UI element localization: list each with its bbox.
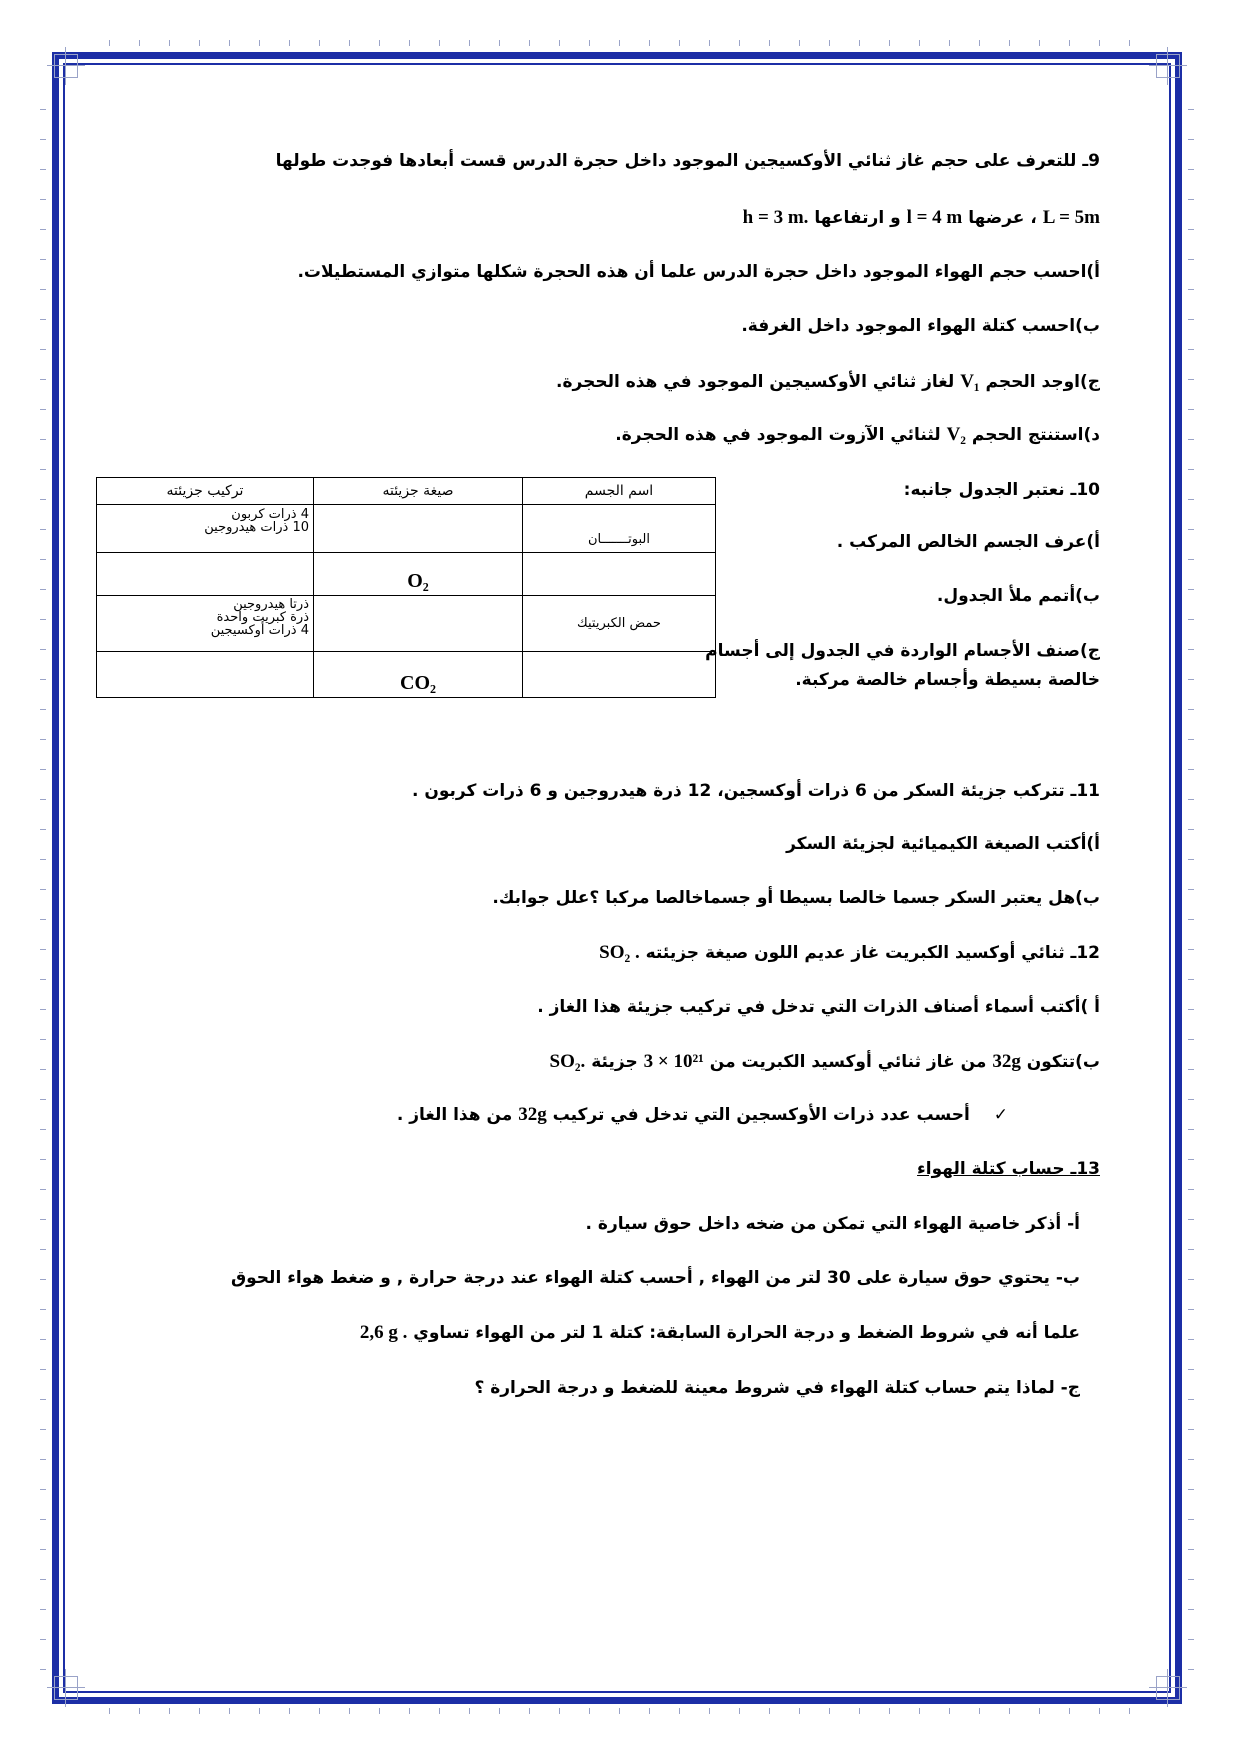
composition-line: 10 ذرات هيدروجين	[204, 520, 309, 535]
q11-title: 11ـ تتركب جزيئة السكر من 6 ذرات أوكسجين، 12 ذرة هيدروجين و 6 ذرات كربون .	[411, 781, 1100, 801]
table-row	[97, 652, 716, 698]
q11-b: ب)هل يعتبر السكر جسما خالصا بسيطا أو جسماخالصا مركبا ؟علل جوابك.	[492, 888, 1100, 908]
cell-name	[523, 553, 716, 596]
border-ticks-right	[1188, 80, 1194, 1675]
table-header: اسم الجسم	[523, 478, 716, 505]
table-row	[97, 596, 716, 652]
q11-a: أ)أكتب الصيغة الكيميائية لجزيئة السكر	[786, 834, 1100, 854]
table-header: تركيب جزيئته	[97, 478, 314, 505]
table-header: صيغة جزيئته	[314, 478, 523, 505]
table-row	[97, 505, 716, 553]
corner-ornament	[1156, 1676, 1180, 1700]
composition-line: ذرتا هيدروجين	[233, 597, 309, 612]
corner-ornament	[1156, 54, 1180, 78]
molecules-table	[96, 477, 716, 698]
q9-b: ب)احسب كتلة الهواء الموجود داخل الغرفة.	[741, 316, 1100, 336]
q10-c-line2: خالصة بسيطة وأجسام خالصة مركبة.	[795, 670, 1100, 690]
q13-a: أ- أذكر خاصية الهواء التي تمكن من ضخه داخل حوق سيارة .	[585, 1214, 1080, 1234]
border-ticks-left	[40, 80, 46, 1675]
border-ticks-top	[80, 40, 1155, 46]
cell-formula	[314, 505, 523, 553]
q13-c: ج- لماذا يتم حساب كتلة الهواء في شروط معينة للضغط و درجة الحرارة ؟	[474, 1378, 1080, 1398]
cell-formula	[314, 596, 523, 652]
q13-b-line1: ب- يحتوي حوق سيارة على 30 لتر من الهواء , أحسب كتلة الهواء عند درجة حرارة , و ضغط هواء الحوق	[230, 1268, 1080, 1288]
q9-line1: 9ـ للتعرف على حجم غاز ثنائي الأوكسيجين الموجود داخل حجرة الدرس قست أبعادها فوجدت طولها	[275, 151, 1100, 171]
cell-composition	[97, 652, 314, 698]
q13-b-line2: علما أنه في شروط الضغط و درجة الحرارة السابقة: كتلة 1 لتر من الهواء تساوي 2,6 g .	[359, 1322, 1080, 1343]
cell-composition	[97, 505, 314, 553]
q12-title: 12ـ ثنائي أوكسيد الكبريت غاز عديم اللون صيغة جزيئته SO₂ .	[599, 942, 1100, 963]
cell-name: حمض الكبريتيك	[523, 596, 716, 652]
q10-b: ب)أتمم ملأ الجدول.	[936, 586, 1100, 606]
corner-ornament	[54, 1676, 78, 1700]
q10-c-line1: ج)صنف الأجسام الواردة في الجدول إلى أجسام	[705, 641, 1100, 661]
cell-name	[523, 652, 716, 698]
cell-composition	[97, 553, 314, 596]
table-header-row	[97, 478, 716, 505]
q10-title: 10ـ نعتبر الجدول جانبه:	[903, 480, 1100, 500]
composition-line: 4 ذرات أوكسيجين	[210, 623, 309, 638]
q9-c: ج)اوجد الحجم V₁ لغاز ثنائي الأوكسيجين الموجود في هذه الحجرة.	[556, 371, 1100, 392]
q12-c: ✓ أحسب عدد ذرات الأوكسجين التي تدخل في تركيب 32g من هذا الغاز .	[396, 1104, 1008, 1125]
q12-b: ب)تتكون 32g من غاز ثنائي أوكسيد الكبريت من 3 × 10²¹ جزيئة SO₂.	[549, 1051, 1100, 1072]
q9-line2: L = 5m ، عرضها l = 4 m و ارتفاعها h = 3 m.	[742, 207, 1100, 228]
q13-title: 13ـ حساب كتلة الهواء	[917, 1159, 1100, 1179]
table-row	[97, 553, 716, 596]
checkmark-icon: ✓	[993, 1105, 1008, 1125]
composition-line: 4 ذرات كربون	[231, 507, 309, 522]
page-border-inner	[63, 63, 1171, 1693]
q12-a: أ )أكتب أسماء أصناف الذرات التي تدخل في تركيب جزيئة هذا الغاز .	[537, 997, 1100, 1017]
cell-formula: O₂	[314, 553, 523, 596]
q9-a: أ)احسب حجم الهواء الموجود داخل حجرة الدرس علما أن هذه الحجرة شكلها متوازي المستطيلات.	[297, 262, 1100, 282]
cell-composition	[97, 596, 314, 652]
border-ticks-bottom	[80, 1708, 1155, 1714]
cell-formula: CO₂	[314, 652, 523, 698]
q9-d: د)استنتج الحجم V₂ لثنائي الآزوت الموجود في هذه الحجرة.	[615, 424, 1100, 445]
q10-a: أ)عرف الجسم الخالص المركب .	[836, 532, 1100, 552]
composition-line: ذرة كبريت واحدة	[216, 610, 309, 625]
corner-ornament	[54, 54, 78, 78]
cell-name: البوتـــــــان	[523, 505, 716, 553]
